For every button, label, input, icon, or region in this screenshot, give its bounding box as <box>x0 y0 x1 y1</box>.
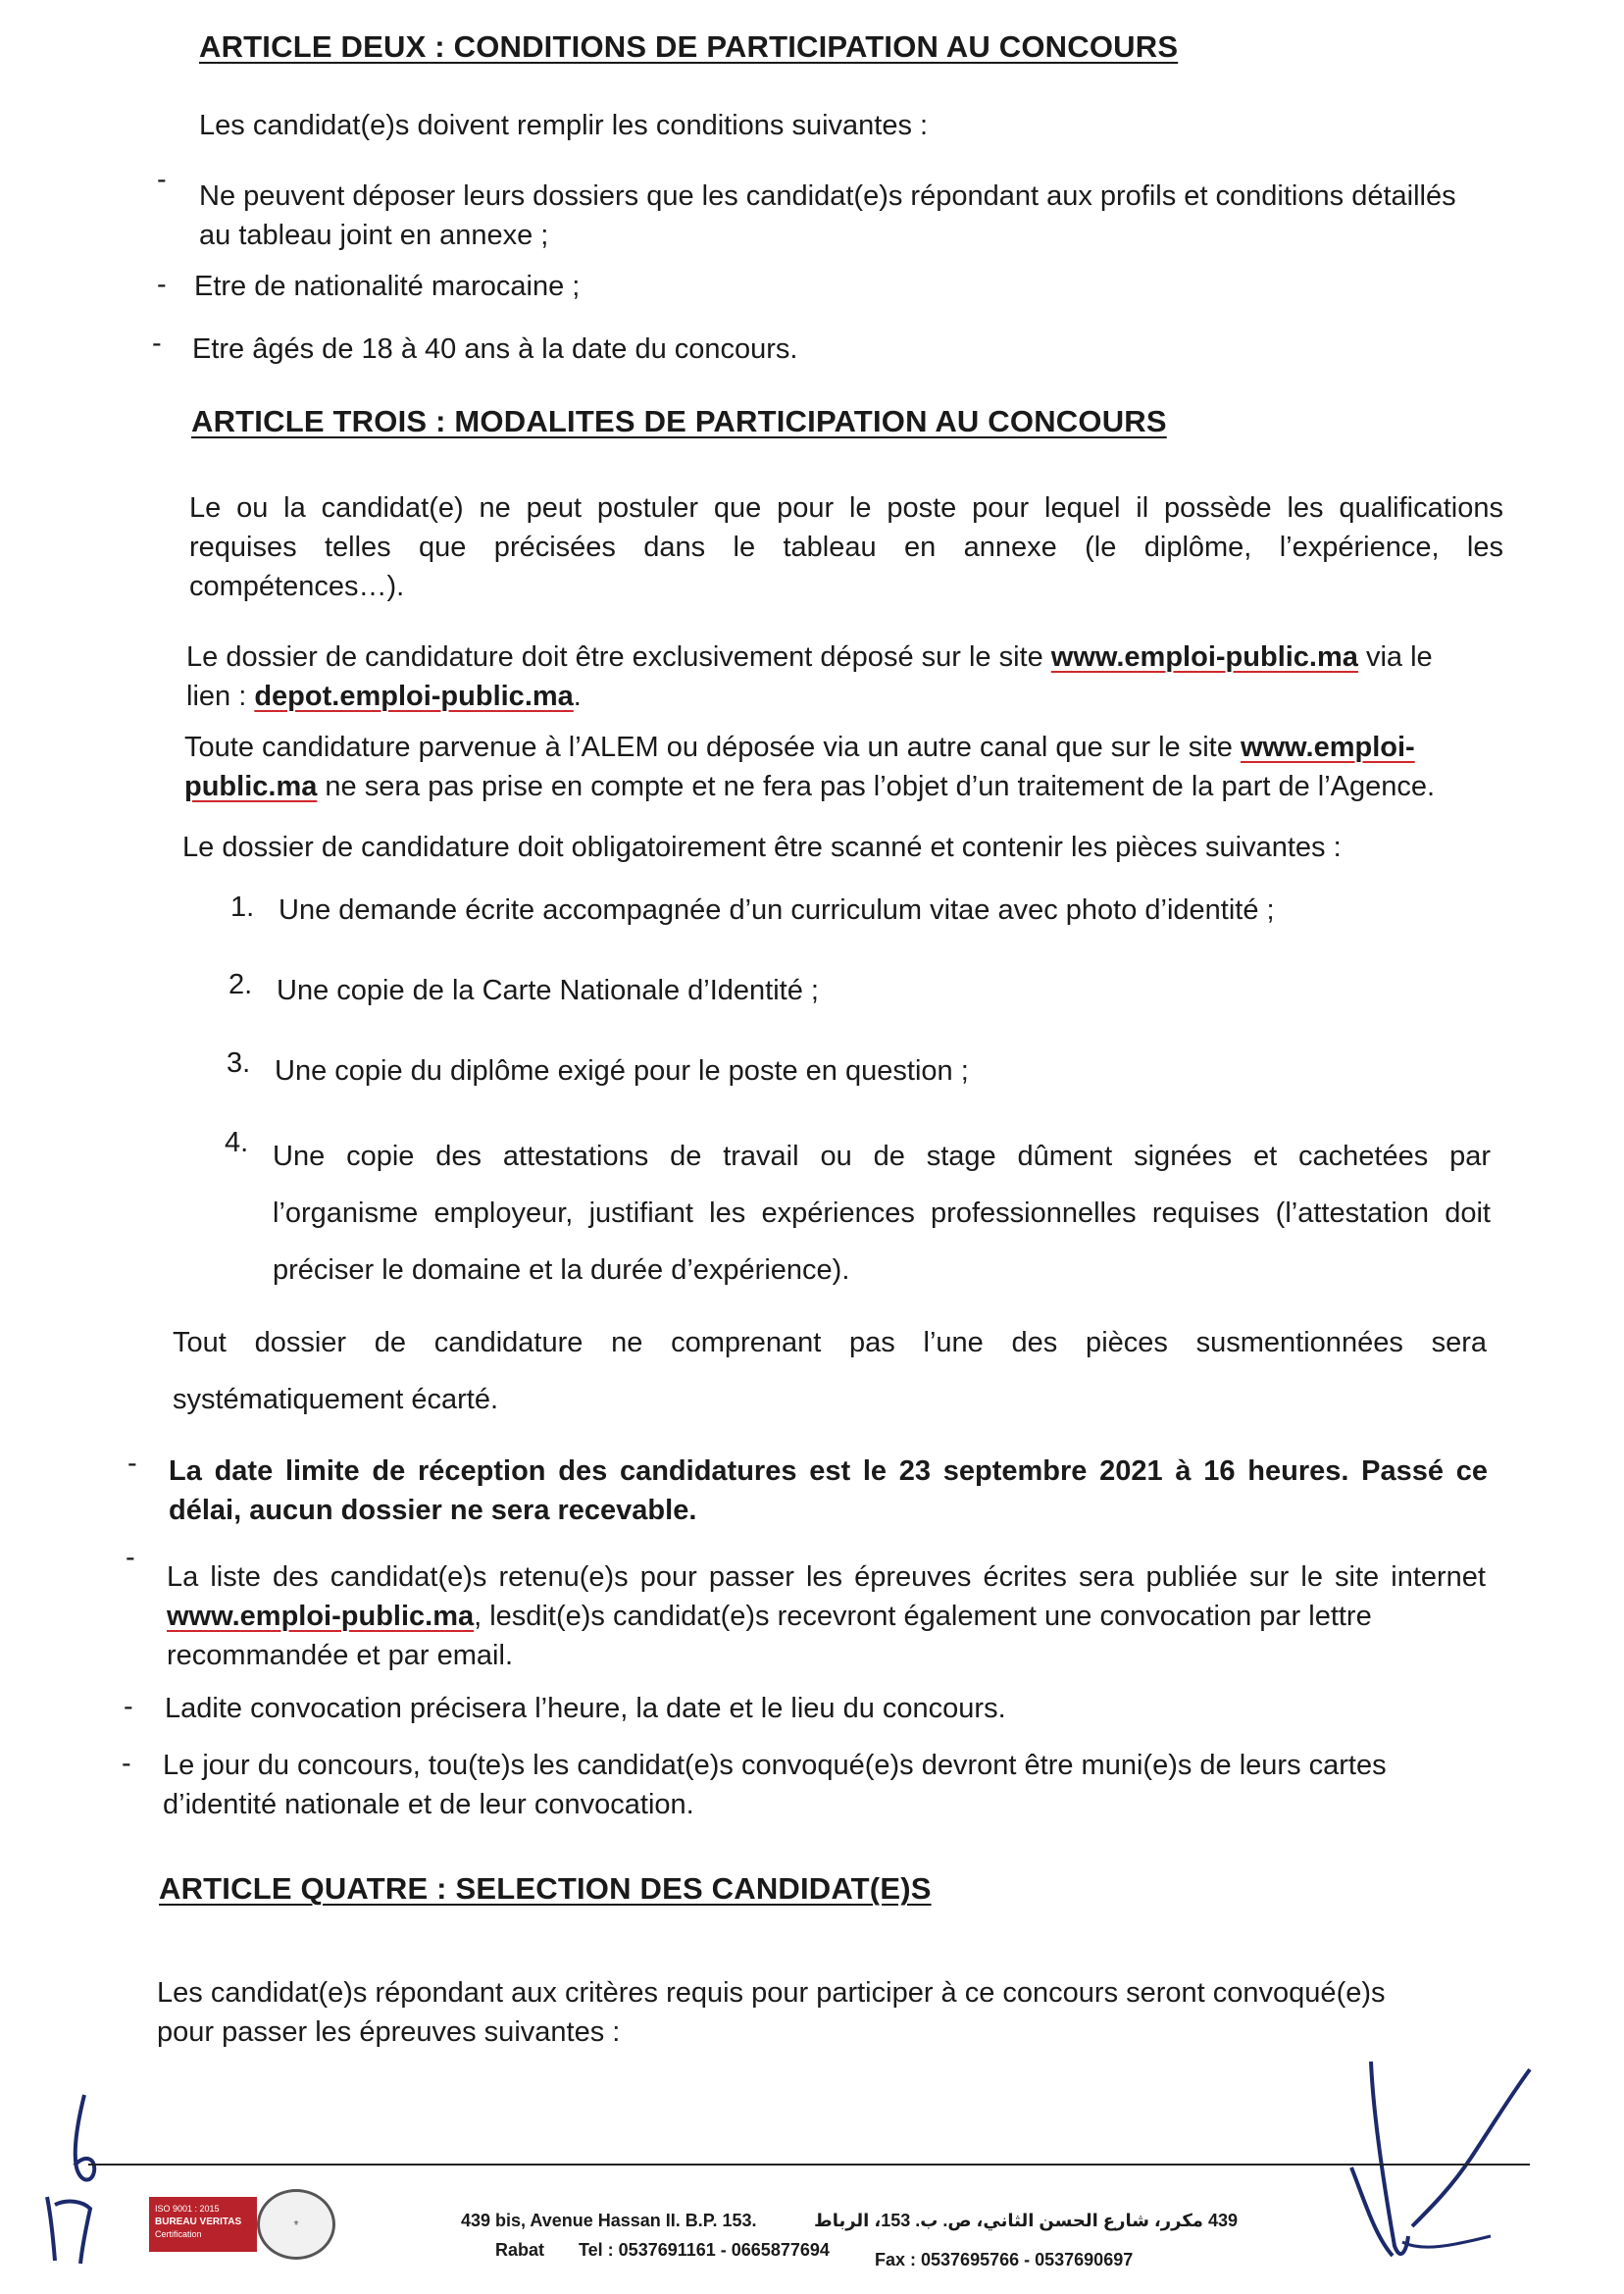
depot-emploi-public-link[interactable]: depot.emploi-public.ma <box>254 681 574 712</box>
footer-city: Rabat <box>495 2240 545 2260</box>
footer-fax: Fax : 0537695766 - 0537690697 <box>875 2250 1134 2269</box>
p2-text: Le dossier de candidature doit être exclusivement déposé sur le site <box>186 641 1051 673</box>
article-two-heading: ARTICLE DEUX : CONDITIONS DE PARTICIPATION AU CONCOURS <box>199 29 1179 64</box>
footer-address-fr: 439 bis, Avenue Hassan II. B.P. 153. <box>461 2211 757 2230</box>
article-four-line2: pour passer les épreuves suivantes : <box>157 2016 621 2048</box>
exam-day-line2: d’identité nationale et de leur convocation. <box>163 1789 694 1820</box>
list-number: 4. <box>225 1127 249 1158</box>
shortlist-line3: recommandée et par email. <box>167 1640 513 1671</box>
bullet-dash: - <box>157 164 167 195</box>
article-three-heading: ARTICLE TROIS : MODALITES DE PARTICIPATION AU CONCOURS <box>191 404 1167 438</box>
footer-telephone: Tel : 0537691161 - 0665877694 <box>579 2240 830 2260</box>
handwritten-initials <box>27 2089 116 2266</box>
bullet-dash: - <box>126 1542 135 1573</box>
p2-line2 <box>186 677 1510 716</box>
cert-sub-label: Certification <box>155 2229 202 2239</box>
emploi-public-link[interactable]: www.emploi- <box>1240 732 1415 763</box>
article-two-intro: Les candidat(e)s doivent remplir les conditions suivantes : <box>199 110 929 141</box>
condition-profiles <box>199 177 1513 255</box>
condition-nationality: Etre de nationalité marocaine ; <box>194 271 581 302</box>
condition-profiles-line2: au tableau joint en annexe ; <box>199 220 549 251</box>
deadline-notice <box>169 1452 1488 1530</box>
article-three-paragraph-3 <box>184 728 1508 806</box>
list-item-cni: Une copie de la Carte Nationale d’Identité ; <box>277 975 819 1006</box>
p3-text: ne sera pas prise en compte et ne fera pas l’objet d’un traitement de la part de l’Agence. <box>317 771 1436 802</box>
shortlist-line1: La liste des candidat(e)s retenu(e)s pour passer les épreuves écrites sera publiée sur le site internet <box>167 1561 1486 1593</box>
list-item-diploma: Une copie du diplôme exigé pour le poste en question ; <box>275 1055 969 1087</box>
cert-iso-label: ISO 9001 : 2015 <box>155 2204 220 2214</box>
p2-line1 <box>186 637 1510 677</box>
bullet-dash: - <box>152 328 162 359</box>
exam-day-notice <box>163 1746 1487 1824</box>
certification-seal-icon: ⚜ <box>257 2189 335 2260</box>
shortlist-notice <box>167 1557 1486 1675</box>
footer-divider <box>88 2164 1530 2166</box>
article-four-heading: ARTICLE QUATRE : SELECTION DES CANDIDAT(E)S <box>159 1871 932 1906</box>
p2-text: . <box>573 681 582 712</box>
emploi-public-link[interactable]: www.emploi-public.ma <box>167 1601 475 1632</box>
article-three-paragraph-1 <box>189 488 1503 606</box>
shortlist-text: , lesdit(e)s candidat(e)s recevront également une convocation par lettre <box>474 1601 1372 1632</box>
condition-age: Etre âgés de 18 à 40 ans à la date du concours. <box>192 333 798 365</box>
emploi-public-link[interactable]: public.ma <box>184 771 318 802</box>
bullet-dash: - <box>157 269 167 300</box>
footer-address-ar: 439 مكرر، شارع الحسن الثاني، ص. ب. 153، الرباط <box>814 2211 1238 2230</box>
bullet-dash: - <box>127 1448 137 1479</box>
exam-day-line1: Le jour du concours, tou(te)s les candidat(e)s convoqué(e)s devront être muni(e)s de leurs cartes <box>163 1750 1387 1781</box>
list-item-cv: Une demande écrite accompagnée d’un curriculum vitae avec photo d’identité ; <box>279 894 1275 926</box>
article-three-paragraph-2 <box>186 637 1510 716</box>
deadline-line2: délai, aucun dossier ne sera recevable. <box>169 1495 697 1526</box>
deadline-line1: La date limite de réception des candidatures est le 23 septembre 2021 à 16 heures. Passé ce <box>169 1455 1488 1487</box>
cert-name-label: BUREAU VERITAS <box>155 2217 242 2227</box>
list-item-attestations <box>273 1128 1491 1299</box>
p5-line2: systématiquement écarté. <box>173 1384 499 1415</box>
article-four-line1: Les candidat(e)s répondant aux critères requis pour participer à ce concours seront convoqué(e)s <box>157 1977 1386 2009</box>
article-three-paragraph-5 <box>173 1314 1487 1428</box>
bullet-dash: - <box>124 1691 133 1722</box>
attestations-line3: préciser le domaine et la durée d’expérience). <box>273 1254 850 1286</box>
bullet-dash: - <box>122 1748 131 1779</box>
p2-text: lien : <box>186 681 255 712</box>
signature <box>1344 2050 1540 2266</box>
p5-line1: Tout dossier de candidature ne comprenant pas l’une des pièces susmentionnées sera <box>173 1327 1487 1358</box>
emploi-public-link[interactable]: www.emploi-public.ma <box>1050 641 1358 673</box>
shortlist-line2 <box>167 1597 1486 1636</box>
article-three-paragraph-4: Le dossier de candidature doit obligatoirement être scanné et contenir les pièces suivantes : <box>182 832 1342 863</box>
p3-text: Toute candidature parvenue à l’ALEM ou déposée via un autre canal que sur le site <box>184 732 1241 763</box>
list-number: 1. <box>230 892 255 923</box>
article-four-paragraph <box>157 1973 1481 2052</box>
condition-profiles-line1: Ne peuvent déposer leurs dossiers que les candidat(e)s répondant aux profils et conditions détaillés <box>199 180 1456 212</box>
list-number: 2. <box>228 969 253 1000</box>
p3-line2 <box>184 767 1508 806</box>
p1-line1: Le ou la candidat(e) ne peut postuler que pour le poste pour lequel il possède les qualifications <box>189 492 1503 524</box>
list-number: 3. <box>227 1047 251 1079</box>
bureau-veritas-logo <box>149 2197 257 2252</box>
p1-line2: requises telles que précisées dans le tableau en annexe (le diplôme, l’expérience, les <box>189 532 1503 563</box>
attestations-line1: Une copie des attestations de travail ou de stage dûment signées et cachetées par <box>273 1141 1491 1172</box>
p1-line3: compétences…). <box>189 571 405 602</box>
p3-line1 <box>184 728 1508 767</box>
p2-text: via le <box>1357 641 1433 673</box>
attestations-line2: l’organisme employeur, justifiant les expériences professionnelles requises (l’attestation doit <box>273 1198 1491 1229</box>
convocation-notice: Ladite convocation précisera l’heure, la date et le lieu du concours. <box>165 1693 1006 1724</box>
